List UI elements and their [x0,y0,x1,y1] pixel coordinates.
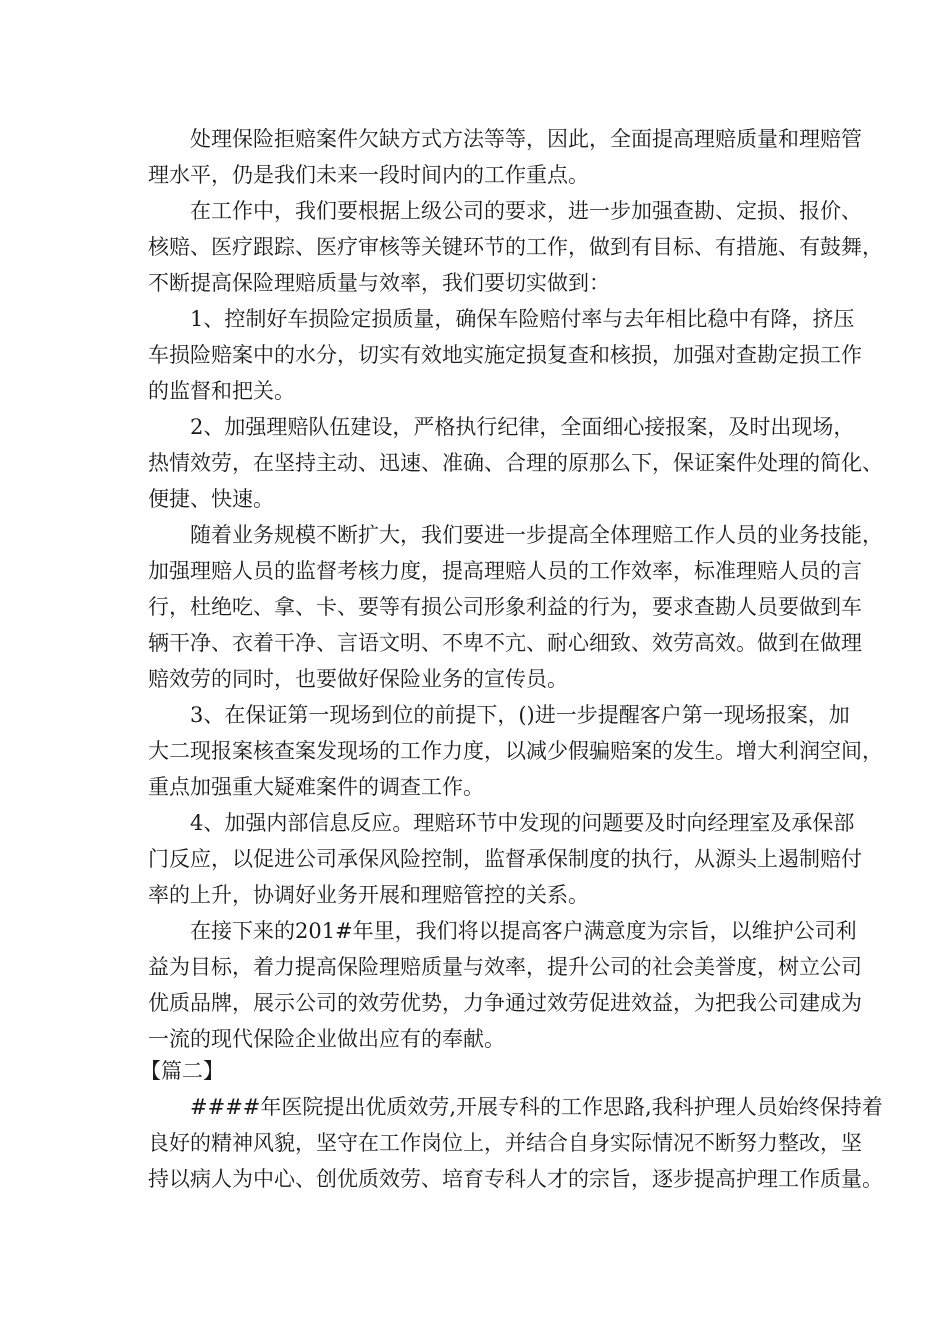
text-line: 不断提高保险理赔质量与效率，我们要切实做到： [148,271,610,295]
text-line: 3、在保证第一现场到位的前提下，()进一步提醒客户第一现场报案，加 [190,703,850,727]
text-line: 持以病人为中心、创优质效劳、培育专科人才的宗旨，逐步提高护理工作质量。 [148,1167,883,1191]
text-line: 益为目标，着力提高保险理赔质量与效率，提升公司的社会美誉度，树立公司 [148,955,862,979]
text-line: 在接下来的201#年里，我们将以提高客户满意度为宗旨，以维护公司利 [190,919,857,943]
text-line: 4、加强内部信息反应。理赔环节中发现的问题要及时向经理室及承保部 [190,811,855,835]
text-line: 理水平，仍是我们未来一段时间内的工作重点。 [148,163,589,187]
text-line: 辆干净、衣着干净、言语文明、不卑不亢、耐心细致、效劳高效。做到在做理 [148,631,862,655]
text-line: 赔效劳的同时，也要做好保险业务的宣传员。 [148,667,568,691]
text-line: 1、控制好车损险定损质量，确保车险赔付率与去年相比稳中有降，挤压 [190,307,855,331]
text-line: 核赔、医疗跟踪、医疗审核等关键环节的工作，做到有目标、有措施、有鼓舞， [148,235,883,259]
text-line: 热情效劳，在坚持主动、迅速、准确、合理的原那么下，保证案件处理的简化、 [148,451,883,475]
text-line: 车损险赔案中的水分，切实有效地实施定损复查和核损，加强对查勘定损工作 [148,343,862,367]
text-line: 率的上升，协调好业务开展和理赔管控的关系。 [148,883,589,907]
text-line: 在工作中，我们要根据上级公司的要求，进一步加强查勘、定损、报价、 [190,199,862,223]
text-line: 处理保险拒赔案件欠缺方式方法等等，因此，全面提高理赔质量和理赔管 [190,127,862,151]
text-line: 重点加强重大疑难案件的调查工作。 [148,775,484,799]
text-line: 优质品牌，展示公司的效劳优势，力争通过效劳促进效益，为把我公司建成为 [148,991,862,1015]
text-line: 门反应，以促进公司承保风险控制，监督承保制度的执行，从源头上遏制赔付 [148,847,862,871]
text-line: 随着业务规模不断扩大，我们要进一步提高全体理赔工作人员的业务技能， [190,523,883,547]
text-line: 行，杜绝吃、拿、卡、要等有损公司形象利益的行为，要求查勘人员要做到车 [148,595,862,619]
text-line: 的监督和把关。 [148,379,295,403]
text-line: 便捷、快速。 [148,487,274,511]
section-heading: 【篇二】 [140,1059,224,1083]
text-line: 一流的现代保险企业做出应有的奉献。 [148,1027,505,1051]
text-line: 加强理赔人员的监督考核力度，提高理赔人员的工作效率，标准理赔人员的言 [148,559,862,583]
text-line: ####年医院提出优质效劳,开展专科的工作思路,我科护理人员始终保持着 [190,1095,883,1119]
text-line: 大二现报案核查案发现场的工作力度，以减少假骗赔案的发生。增大利润空间， [148,739,883,763]
text-line: 良好的精神风貌，坚守在工作岗位上，并结合自身实际情况不断努力整改，坚 [148,1131,862,1155]
text-line: 2、加强理赔队伍建设，严格执行纪律，全面细心接报案，及时出现场， [190,415,855,439]
